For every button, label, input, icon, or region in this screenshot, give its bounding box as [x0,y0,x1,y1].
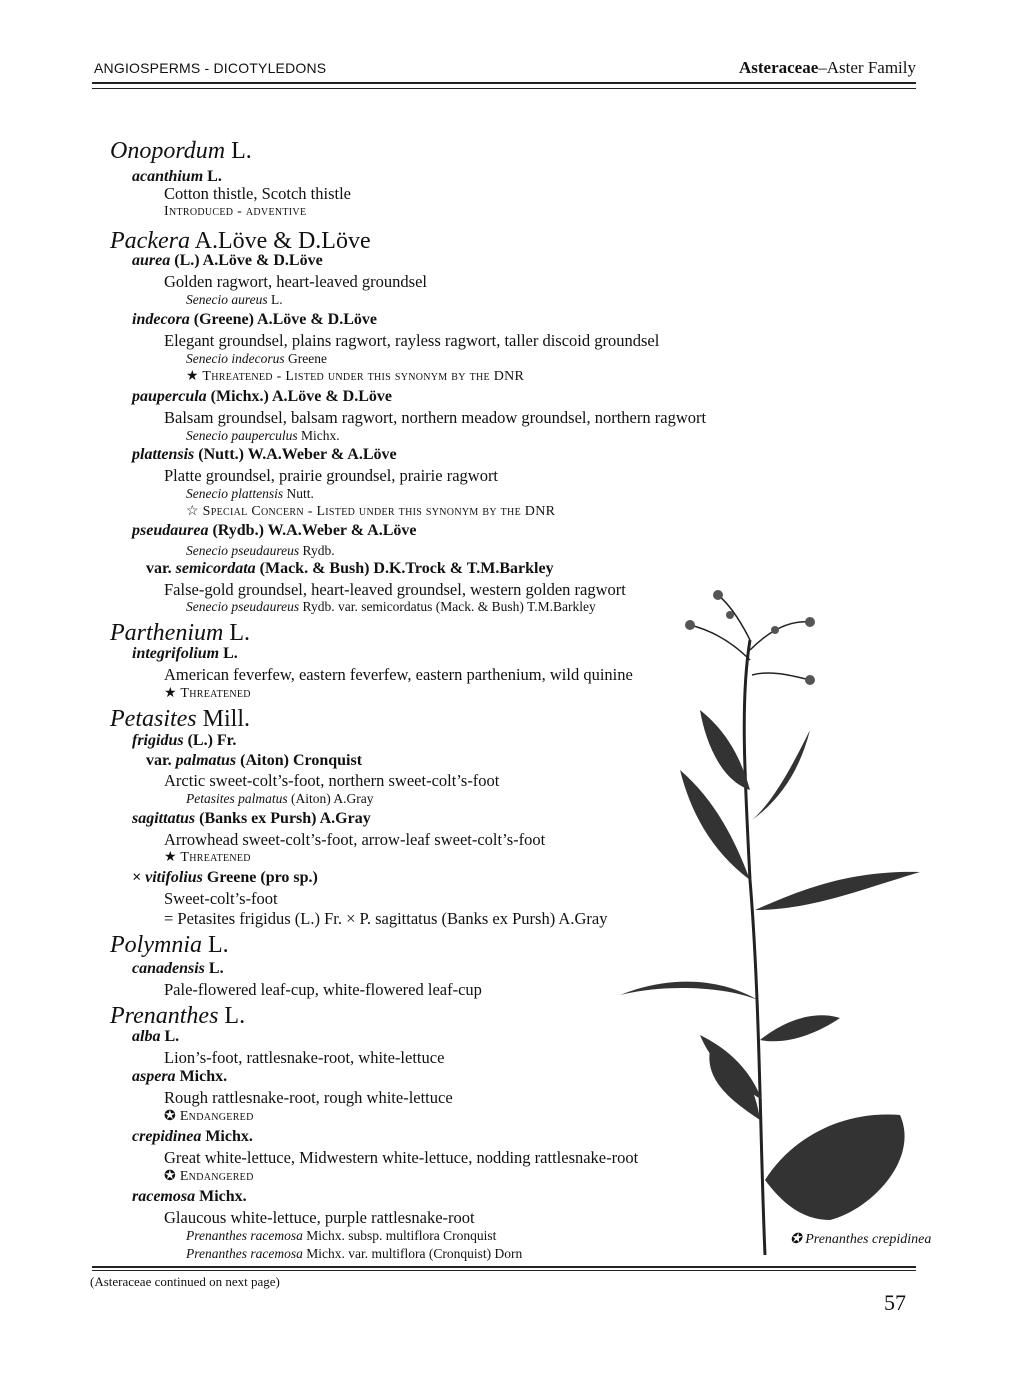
taxon-authority: (Aiton) Cronquist [236,752,363,769]
footer-rule-thin [92,1270,916,1271]
common-names: Lion’s-foot, rattlesnake-root, white-lettuce [164,1048,445,1067]
taxon-epithet: Senecio aureus [186,292,268,307]
common-names: False-gold groundsel, heart-leaved groundsel, western golden ragwort [164,580,626,599]
genus-heading [110,706,250,733]
running-header-right [739,58,916,78]
taxon-epithet: canadensis [132,960,205,977]
taxon-authority: L. [201,932,229,958]
header-rule [92,82,916,84]
status-note: ✪ Endangered [164,1169,254,1184]
taxon-authority: (Nutt.) W.A.Weber & A.Löve [194,446,397,463]
taxon-epithet: Senecio pseudaureus [186,543,300,558]
common-names: American feverfew, eastern feverfew, eastern parthenium, wild quinine [164,665,633,684]
variety-name [146,560,554,578]
taxon-authority: Greene (pro sp.) [202,869,318,886]
species-name [132,1028,179,1046]
taxon-epithet: Parthenium [110,620,224,646]
taxon-epithet: frigidus [132,732,184,749]
species-name [132,869,318,887]
species-name [132,446,397,464]
taxon-epithet: integrifolium [132,645,220,662]
continued-note: (Asteraceae continued on next page) [90,1274,280,1289]
taxon-epithet: Prenanthes racemosa [186,1228,303,1243]
taxon-epithet: plattensis [132,446,195,463]
common-names: Pale-flowered leaf-cup, white-flowered leaf-cup [164,980,482,999]
taxon-epithet: aurea [132,252,171,269]
common-names: Arctic sweet-colt’s-foot, northern sweet-colt’s-foot [164,771,500,790]
taxon-epithet: paupercula [132,388,207,405]
illustration-caption: ✪ Prenanthes crepidinea [790,1232,932,1247]
genus-heading [110,620,250,647]
taxon-authority: (Banks ex Pursh) A.Gray [195,810,371,827]
taxon-epithet: semicordata [175,560,256,577]
status-note: ★ Threatened [164,686,251,701]
taxon-authority: L. [223,620,250,646]
species-name [132,311,377,329]
variety-name [146,752,362,770]
taxon-authority: Michx. subsp. multiflora Cronquist [302,1228,497,1243]
genus-heading [110,1003,245,1030]
taxon-epithet: Petasites palmatus [186,791,288,806]
footer-rule [92,1266,916,1268]
taxon-epithet: alba [132,1028,161,1045]
species-name [132,732,236,750]
taxon-epithet: Polymnia [110,932,202,958]
page-number: 57 [884,1290,906,1315]
taxon-epithet: pseudaurea [132,522,209,539]
taxon-epithet: aspera [132,1068,176,1085]
taxon-authority: Michx. [201,1128,253,1145]
taxon-epithet: Senecio plattensis [186,486,284,501]
synonym [186,351,327,367]
synonym [186,292,283,308]
species-name [132,388,392,406]
taxon-epithet: sagittatus [132,810,196,827]
taxon-authority: (Rydb.) W.A.Weber & A.Löve [208,522,417,539]
taxon-epithet: Onopordum [110,138,226,164]
species-name [132,1068,227,1086]
taxon-epithet: Senecio indecorus [186,351,285,366]
taxon-authority: L. [225,138,252,164]
taxon-authority: (L.) Fr. [183,732,237,749]
common-names: Glaucous white-lettuce, purple rattlesnake-root [164,1208,475,1227]
taxon-authority: Nutt. [283,486,314,501]
species-name [132,810,371,828]
synonym [186,1228,496,1244]
taxon-authority: Michx. [297,428,340,443]
common-names: Sweet-colt’s-foot [164,889,278,908]
running-header-left: ANGIOSPERMS - DICOTYLEDONS [94,60,327,76]
taxon-authority: (Aiton) A.Gray [287,791,374,806]
synonym [186,1246,522,1262]
common-names: Cotton thistle, Scotch thistle [164,184,351,203]
taxon-authority: (Michx.) A.Löve & D.Löve [206,388,392,405]
synonym [186,599,596,615]
synonym [186,543,335,559]
species-name [132,252,323,270]
taxon-authority: A.Löve & D.Löve [189,228,371,254]
common-names: Great white-lettuce, Midwestern white-lettuce, nodding rattlesnake-root [164,1148,639,1167]
species-name [132,1128,253,1146]
synonym [186,486,314,502]
taxon-authority: Greene [284,351,327,366]
species-name [132,960,224,978]
species-name [132,1188,247,1206]
common-names: = Petasites frigidus (L.) Fr. × P. sagittatus (Banks ex Pursh) A.Gray [164,909,608,928]
taxon-epithet: Prenanthes [110,1003,219,1029]
taxon-authority: L. [267,292,283,307]
status-note: Introduced - adventive [164,204,307,219]
taxon-authority: Michx. [195,1188,247,1205]
common-names: Platte groundsel, prairie groundsel, prairie ragwort [164,466,499,485]
taxon-epithet: × vitifolius [132,869,203,886]
common-names: Rough rattlesnake-root, rough white-lettuce [164,1088,453,1107]
taxon-authority: Mill. [196,706,250,732]
taxon-epithet: acanthium [132,168,204,185]
genus-heading [110,138,252,165]
taxon-authority: (Greene) A.Löve & D.Löve [189,311,377,328]
species-name [132,645,238,663]
taxon-epithet: palmatus [175,752,237,769]
genus-heading [110,228,371,255]
status-note: ☆ Special Concern - Listed under this synonym by the DNR [186,504,556,519]
common-names: Balsam groundsel, balsam ragwort, northern meadow groundsel, northern ragwort [164,408,707,427]
common-names: Golden ragwort, heart-leaved groundsel [164,272,427,291]
genus-heading [110,932,229,959]
rank-prefix: var. [146,560,176,577]
taxon-authority: L. [219,645,238,662]
family-name: Asteraceae [738,58,819,77]
status-note: ★ Threatened - Listed under this synonym by the DNR [186,369,525,384]
family-common: –Aster Family [818,58,916,77]
taxon-authority: L. [204,960,224,977]
taxon-authority: (Mack. & Bush) D.K.Trock & T.M.Barkley [255,560,554,577]
taxon-authority: L. [160,1028,180,1045]
rank-prefix: var. [146,752,176,769]
taxon-authority: L. [203,168,222,185]
taxon-epithet: Prenanthes racemosa [186,1246,303,1261]
header-rule-thin [92,88,916,89]
taxon-epithet: racemosa [132,1188,196,1205]
plant-illustration-icon [600,580,960,1260]
taxon-authority: (L.) A.Löve & D.Löve [170,252,323,269]
taxon-authority: L. [218,1003,246,1029]
species-name [132,522,417,540]
taxon-epithet: Senecio pauperculus [186,428,298,443]
taxon-epithet: crepidinea [132,1128,202,1145]
taxon-authority: Michx. var. multiflora (Cronquist) Dorn [302,1246,523,1261]
synonym [186,428,340,444]
taxon-epithet: Petasites [110,706,197,732]
taxon-authority: Rydb. var. semicordatus (Mack. & Bush) T.M.Barkley [299,599,596,614]
taxon-epithet: indecora [132,311,190,328]
common-names: Elegant groundsel, plains ragwort, rayless ragwort, taller discoid groundsel [164,331,660,350]
taxon-epithet: Packera [110,228,190,254]
status-note: ★ Threatened [164,850,251,865]
taxon-authority: Michx. [175,1068,228,1085]
common-names: Arrowhead sweet-colt’s-foot, arrow-leaf sweet-colt’s-foot [164,830,546,849]
taxon-epithet: Senecio pseudaureus [186,599,300,614]
taxon-authority: Rydb. [299,543,335,558]
status-note: ✪ Endangered [164,1109,254,1124]
synonym [186,791,373,807]
